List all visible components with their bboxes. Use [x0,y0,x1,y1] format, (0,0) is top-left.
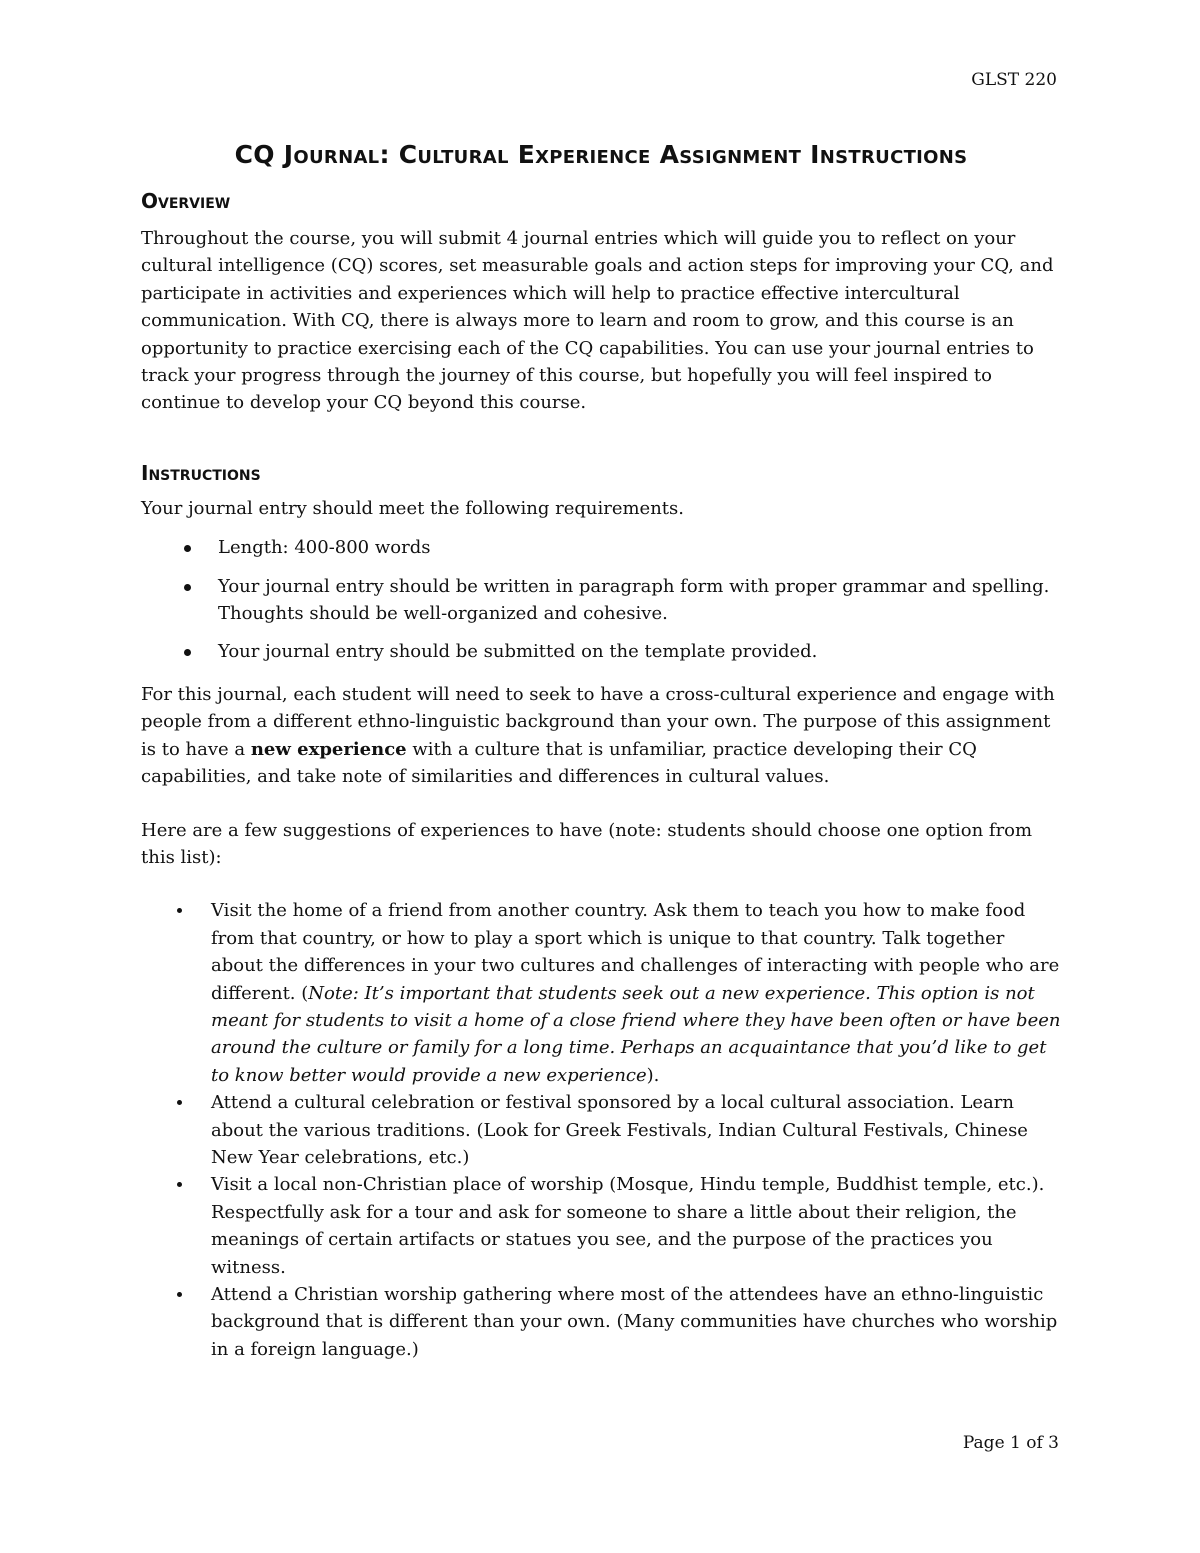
requirement-text: Your journal entry should be written in paragraph form with proper grammar and spelling. Thoughts should be well-organized and cohesive. [218,575,1050,625]
suggestion-text: Attend a Christian worship gathering where most of the attendees have an ethno-linguistic background that is different than your own. (Many communities have churches who worship in a foreign language.) [211,1284,1058,1360]
bullet-icon [184,545,191,552]
bullet-icon [177,908,182,913]
bullet-icon [184,649,191,656]
page-number-footer: Page 1 of 3 [962,1433,1059,1453]
instructions-heading: Instructions [141,460,261,485]
requirement-item [141,573,1061,628]
requirement-item [141,638,1061,665]
suggestion-item [141,1281,1061,1363]
requirement-text: Your journal entry should be submitted on the template provided. [218,641,818,663]
purpose-text-before: For this journal, each student will need to seek to have a cross-cultural experience and engage with people from a different ethno-linguistic background than your own. The purpose of this assignment is to have a [141,683,1055,760]
instructions-intro: Your journal entry should meet the following requirements. [141,497,684,519]
suggestions-intro: Here are a few suggestions of experiences to have (note: students should choose one option from this list): [141,819,1033,868]
purpose-text-after: with a culture that is unfamiliar, practice developing their CQ capabilities, and take note of similarities and differences in cultural values. [141,738,977,788]
requirement-item [141,534,1061,561]
bullet-icon [177,1182,182,1187]
bullet-icon [177,1100,182,1105]
suggestion-note-close: ). [646,1064,660,1086]
purpose-paragraph [141,681,1061,791]
suggestion-text: Visit the home of a friend from another country. Ask them to teach you how to make food from that country, or how to play a sport which is unique to that country. Talk together about the differences in your two cultures and challenges of interacting with people who are different. ( [211,900,1060,1004]
overview-heading: Overview [141,189,231,213]
course-code-header: GLST 220 [971,70,1057,90]
overview-paragraph: Throughout the course, you will submit 4 journal entries which will guide you to reflect on your cultural intelligence (CQ) scores, set measurable goals and action steps for improving your CQ, and participate in activities and experiences which will help to practice effective intercultural communication. With CQ, there is always more to learn and room to grow, and this course is an opportunity to practice exercising each of the CQ capabilities. You can use your journal entries to track your progress through the journey of this course, but hopefully you will feel inspired to continue to develop your CQ beyond this course. [141,228,1054,414]
document-title: CQ Journal: Cultural Experience Assignment Instructions [234,140,968,169]
bullet-icon [184,584,191,591]
suggestion-item [141,1089,1061,1171]
suggestion-text: Attend a cultural celebration or festival sponsored by a local cultural association. Learn about the various traditions. (Look for Greek Festivals, Indian Cultural Festivals, Chinese New Year celebrations, etc.) [211,1092,1028,1168]
document-body [141,140,1061,1363]
suggestion-text: Visit a local non-Christian place of worship (Mosque, Hindu temple, Buddhist temple, etc.). Respectfully ask for a tour and ask for someone to share a little about their religion, the meanings of certain artifacts or statues you see, and the purpose of the practices you witness. [211,1174,1045,1278]
suggestion-item [141,897,1061,1089]
requirement-text: Length: 400-800 words [218,537,431,559]
suggestions-list [141,897,1061,1363]
suggestion-item [141,1171,1061,1281]
bullet-icon [177,1292,182,1297]
requirements-list [141,534,1061,666]
purpose-emphasis: new experience [250,738,407,760]
suggestion-note: Note: It’s important that students seek out a new experience. This option is not meant for students to visit a home of a close friend where they have been often or have been around the culture or family for a long time. Perhaps an acquaintance that you’d like to get to know better would provide a new experience [211,982,1061,1086]
